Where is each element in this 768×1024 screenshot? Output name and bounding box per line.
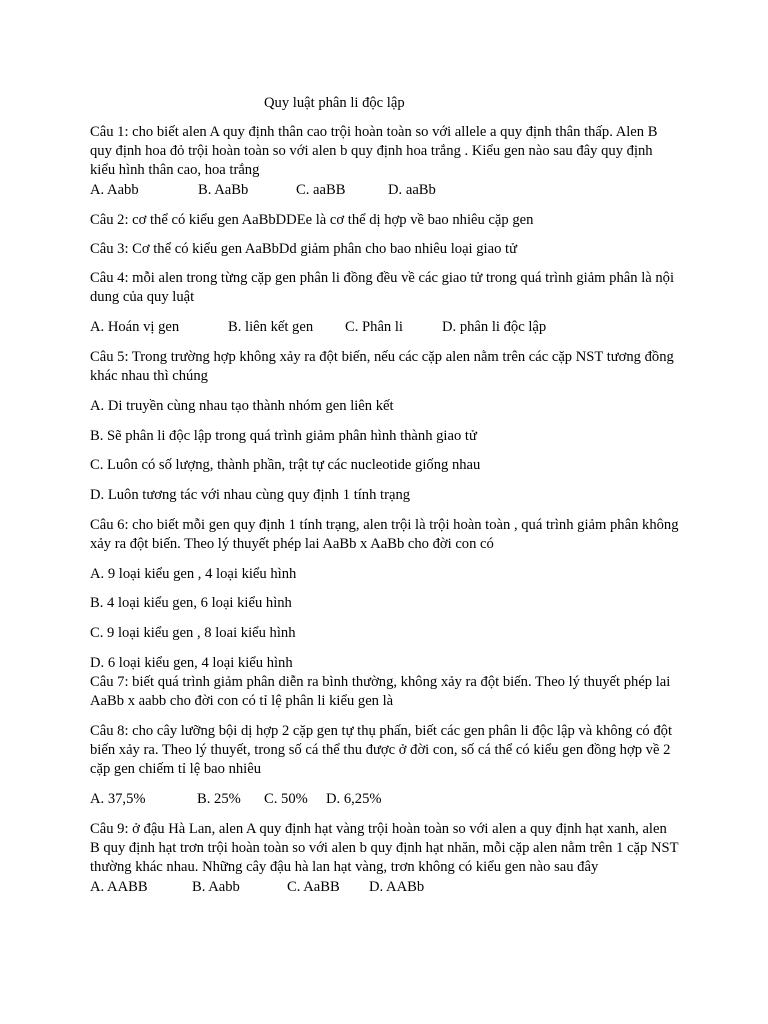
question-5-option-c: C. Luôn có số lượng, thành phần, trật tự các nucleotide giống nhau — [90, 457, 481, 473]
question-1-option-d: D. aaBb — [388, 182, 436, 198]
question-3-text: Câu 3: Cơ thể có kiểu gen AaBbDd giảm phân cho bao nhiêu loại giao tử — [90, 241, 518, 257]
question-6-option-b: B. 4 loại kiểu gen, 6 loại kiểu hình — [90, 595, 292, 611]
question-2-text: Câu 2: cơ thể có kiểu gen AaBbDDEe là cơ thể dị hợp về bao nhiêu cặp gen — [90, 212, 534, 228]
question-9-option-c: C. AaBB — [287, 879, 340, 895]
question-9-option-a: A. AABB — [90, 879, 148, 895]
question-4-option-d: D. phân li độc lập — [442, 319, 547, 335]
question-4-text: Câu 4: mỗi alen trong từng cặp gen phân li đồng đều về các giao tử trong quá trình giảm phân là nội dung của quy luật — [90, 270, 675, 305]
question-5-option-a: A. Di truyền cùng nhau tạo thành nhóm gen liên kết — [90, 398, 394, 414]
question-6-text: Câu 6: cho biết mỗi gen quy định 1 tính trạng, alen trội là trội hoàn toàn , quá trình giảm phân không xảy ra đột biến. Theo lý thuyết phép lai AaBb x AaBb cho đời con có — [90, 517, 679, 552]
question-9-text: Câu 9: ở đậu Hà Lan, alen A quy định hạt vàng trội hoàn toàn so với alen a quy định hạt xanh, alen B quy định hạt trơn trội hoàn toàn so với alen b quy định hạt nhăn, mỗi cặp alen nằm trên 1 cặp NST thường khác nhau. Những cây đậu hà lan hạt vàng, trơn không có kiểu gen nào sau đây — [90, 821, 679, 875]
question-4-option-c: C. Phân li — [345, 319, 403, 335]
question-4-option-b: B. liên kết gen — [228, 319, 314, 335]
question-1-option-a: A. Aabb — [90, 182, 139, 198]
question-6-option-a: A. 9 loại kiểu gen , 4 loại kiểu hình — [90, 566, 297, 582]
question-7-text: Câu 7: biết quá trình giảm phân diễn ra bình thường, không xảy ra đột biến. Theo lý thuyết phép lai AaBb x aabb cho đời con có tỉ lệ phân li kiểu gen là — [90, 674, 671, 709]
question-4-option-a: A. Hoán vị gen — [90, 319, 180, 335]
document-title: Quy luật phân li độc lập — [264, 95, 405, 111]
question-8-option-c: C. 50% — [264, 791, 308, 807]
question-5-option-b: B. Sẽ phân li độc lập trong quá trình giảm phân hình thành giao tử — [90, 428, 477, 444]
question-8-text: Câu 8: cho cây lưỡng bội dị hợp 2 cặp gen tự thụ phấn, biết các gen phân li độc lập và không có đột biến xảy ra. Theo lý thuyết, trong số cá thể thu được ở đời con, số cá thể có kiểu gen đồng hợp về 2 cặp gen chiếm tỉ lệ bao nhiêu — [90, 723, 673, 777]
question-6-option-c: C. 9 loại kiểu gen , 8 loai kiểu hình — [90, 625, 296, 641]
question-8-option-a: A. 37,5% — [90, 791, 146, 807]
question-5-option-d: D. Luôn tương tác với nhau cùng quy định 1 tính trạng — [90, 487, 411, 503]
question-8-option-b: B. 25% — [197, 791, 241, 807]
question-6-option-d: D. 6 loại kiểu gen, 4 loại kiểu hình — [90, 655, 293, 671]
question-1-option-b: B. AaBb — [198, 182, 249, 198]
question-5-text: Câu 5: Trong trường hợp không xảy ra đột biến, nếu các cặp alen nằm trên các cặp NST tương đồng khác nhau thì chúng — [90, 349, 674, 384]
question-9-option-d: D. AABb — [369, 879, 425, 895]
question-8-option-d: D. 6,25% — [326, 791, 382, 807]
question-1-text: Câu 1: cho biết alen A quy định thân cao trội hoàn toàn so với allele a quy định thân thấp. Alen B quy định hoa đỏ trội hoàn toàn so với alen b quy định hoa trắng . Kiểu gen nào sau đây quy định kiểu hình thân cao, hoa trắng — [90, 124, 658, 178]
question-1-option-c: C. aaBB — [296, 182, 346, 198]
question-9-option-b: B. Aabb — [192, 879, 240, 895]
